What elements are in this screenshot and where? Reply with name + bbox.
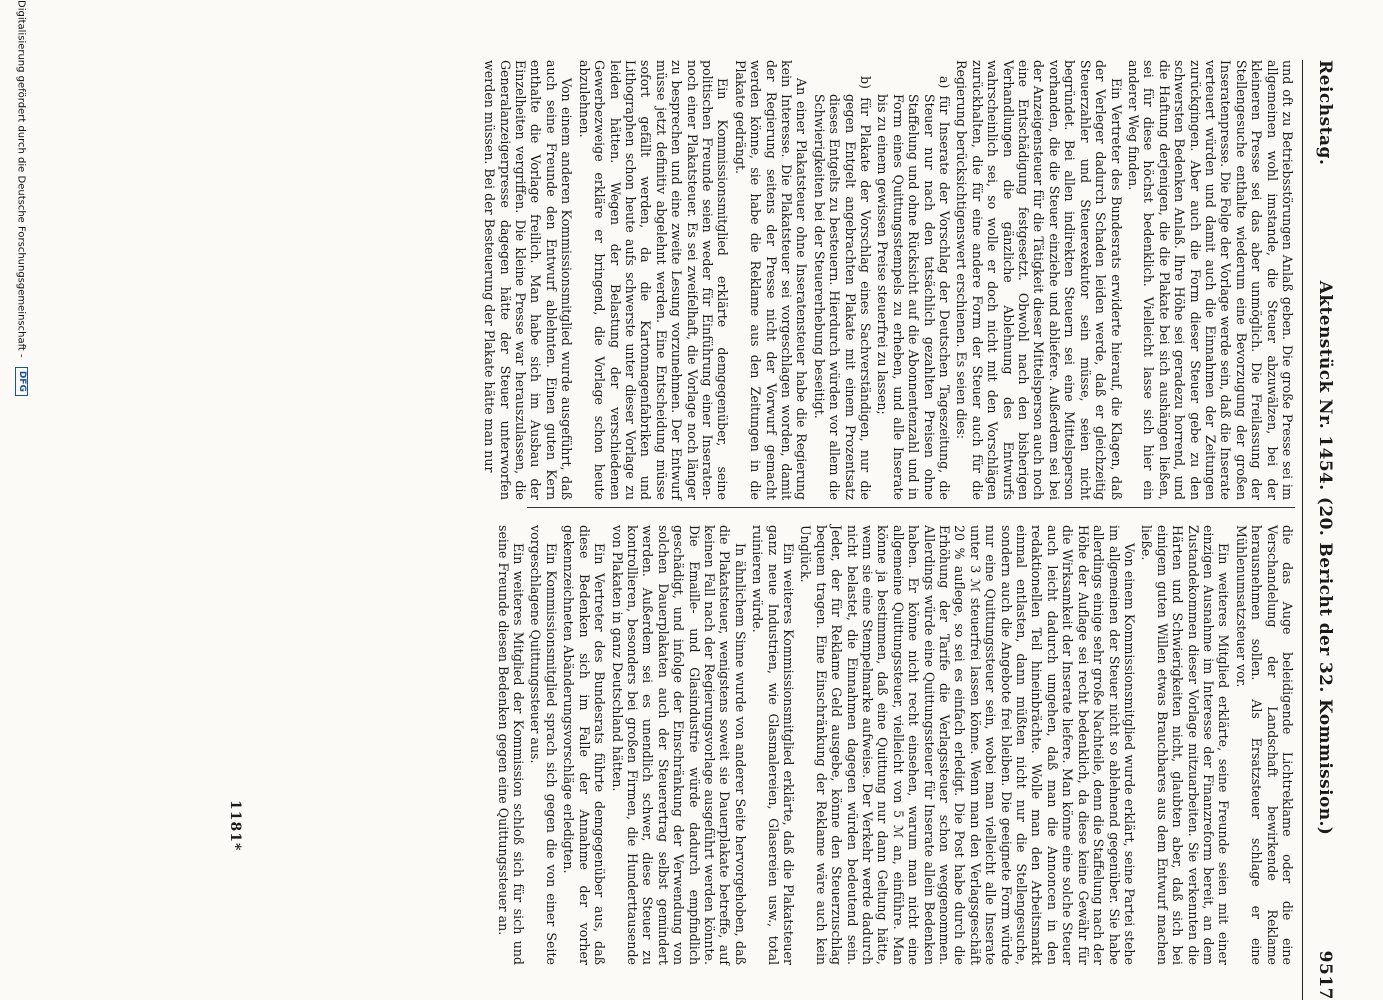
text-column-right [493,525,1295,965]
dfg-logo-icon: DFG [15,367,28,396]
running-header [1305,60,1335,1000]
paragraph: Ein Kommissionsmitglied erklärte demgegenüber, seine politischen Freunde seien weder für Einführung einer Inseraten- noch einer Plakatsteuer. Es sei zweifelhaft, die Vorlage noch länger zu besprechen und eine zweite Lesung vorzunehmen. Der Entwurf müsse jetzt definitiv abgelehnt werden. Eine Entscheidung müsse sofort gefällt werden, da die Kartonnagenfabriken und Lithographen schon heute aufs schwerste unter dieser Vorlage zu leiden hätten. Wegen der Belastung der verschiedenen Gewerbezweige erkläre er bringend, die Vorlage schon heute abzulehnen. [576,60,731,500]
paragraph: An einer Plakatsteuer ohne Inseratensteuer habe die Regierung kein Interesse. Die Plakatsteuer sei vorgeschlagen worden, damit der Regierung seitens der Presse nicht der Vorwurf gemacht werden könne, sie habe die Reklame aus den Zeitungen in die Plakate gedrängt. [732,60,810,500]
column-divider [527,507,1295,508]
list-item: b) für Plakate der Vorschlag eines Sachverständigen, nur die gegen Entgelt angebrachten Plakate mit einem Prozentsatz dieses Entgelts zu besteuern. Hierdurch würden vor allem die Schwierigkeiten bei der Steuererhebung beseitigt. [811,76,874,500]
paragraph: Von einem anderen Kommissionsmitglied wurde ausgeführt, daß auch seine Freunde den Entwurf ablehnten. Einen guten Kern enthalte die Vorlage freilich. Man habe sich im Ausbau der Einzelheiten vergriffen. Die kleine Presse war herauszulassen, die Generalanzeigerpresse dagegen hätte der Steuer unterworfen werden müssen. Bei der Besteuerung der Plakate hätte man nur [482,60,575,500]
paragraph: Ein weiteres Mitglied der Kommission schloß sich für sich und seine Freunde diesen Bedenken gegen eine Quittungssteuer an. [495,525,527,965]
paragraph: die das Auge beleidigende Lichtreklame oder die eine Verschandelung der Landschaft bewirkende Reklame herausnehmen sollen. Als Ersatzsteuer schlage er eine Mühlenumsatzsteuer vor. [1233,525,1295,965]
credit-text: Digitalisierung gefördert durch die Deutsche Forschungsgemeinschaft - [15,0,27,358]
paragraph: Ein weiteres Kommissionsmitglied erklärte, daß die Plakatsteuer ganz neue Industrien, wie Glasmalereien, Glasereien usw., total ruinieren würde. [750,525,796,965]
text-column-left [480,60,1295,500]
header-left: Reichstag. [1315,60,1335,166]
header-center: Aktenstück Nr. 1454. (20. Bericht der 32. Kommission.) [1315,280,1335,836]
paragraph: Ein weiteres Mitglied erklärte, seine Freunde seien mit einer einzigen Ausnahme im Interesse der Finanzreform bereit, an dem Zustandekommen dieser Vorlage mitzuarbeiten. Sie verkennten die Härten und Schwierigkeiten nicht, glaubten aber, daß sich bei einigem guten Willen etwas Brauchbares aus dem Entwurf machen ließe. [1139,525,1232,965]
page-number: 9517 [1315,950,1335,1000]
header-rule [1302,60,1303,1000]
paragraph: In ähnlichem Sinne wurde von anderer Seite hervorgehoben, daß die Plakatsteuer, wenigstens soweit sie Dauerplakate betreffe, auf keinen Fall nach der Regierungsvorlage ausgeführt werden könnte. Die Emaille- und Glasindustrie würde dadurch empfindlich geschädigt, und infolge der Einschränkung der Verwendung von solchen Dauerplakaten auch der Steuerertrag selbst gemindert werden. Außerdem sei es unendlich schwer, diese Steuer zu kontrollieren, besonders bei großen Firmen, die Hunderttausende von Plakaten in ganz Deutschland hätten. [609,525,748,965]
paragraph: Ein Vertreter des Bundesrats führte demgegenüber aus, daß diese Bedenken sich im Falle der Annahme der vorher gekennzeichneten Abänderungsvorschläge erledigten. [561,525,608,965]
paragraph: Ein Vertreter des Bundesrats erwiderte hierauf, die Klagen, daß der Verleger dadurch Schaden leiden werde, daß er gleichzeitig Steuerzahler und Steuerexekutor sein müsse, seien nicht begründet. Bei allen indirekten Steuern sei eine Mittelsperson vorhanden, die die Steuer einziehe und abliefere. Außerdem sei bei der Anzeigensteuer für die Tätigkeit dieser Mittelsperson auch noch eine Entschädigung festgesetzt. Obwohl nach den bisherigen Verhandlungen die gänzliche Ablehnung des Entwurfs wahrscheinlich sei, so wolle er doch nicht mit den Vorschlägen zurückhalten, die für eine andere Form der Steuer auch für die Regierung berücksichtigenswert erschienen. Es seien dies: [954,60,1124,500]
paragraph: und oft zu Betriebsstörungen Anlaß geben. Die große Presse sei im allgemeinen wohl imstande, die Steuer abzuwälzen, bei der kleineren Presse sei das aber unmöglich. Die Freilassung der Stellengesuche enthalte wiederum eine Bevorzugung der großen Inseratenpresse. Die Folge der Vorlage werde sein, daß die Inserate verteuert würden und damit auch die Einnahmen der Zeitungen zurückgingen. Aber auch die Form dieser Steuer gebe zu den schwersten Bedenken Anlaß. Ihre Höhe sei geradezu horrend, und die Haftung derjenigen, die die Plakate bei sich aushängen ließen, sei für diese höchst bedenklich. Vielleicht lasse sich hier ein anderer Weg finden. [1125,60,1295,500]
digitization-credit [15,0,28,1000]
paragraph: Von einem Kommissionsmitglied wurde erklärt, seine Partei stehe im allgemeinen der Steuer nicht so ablehnend gegenüber. Sie habe allerdings einige sehr große Nachteile, denn die Staffelung nach der Höhe der Auflage sei recht bedenklich, da diese keine Gewähr für die Wirksamkeit der Inserate liefere. Man könne eine solche Steuer auch leicht dadurch umgehen, daß man die Annoncen in den redaktionellen Teil hineinbrächte. Wolle man den Arbeitsmarkt einmal entlasten, dann müßten nicht nur die Stellengesuche, sondern auch die Angebote frei bleiben. Die geeignete Form würde nur eine Quittungssteuer sein, wobei man vielleicht alle Inserate unter 3 ℳ steuerfrei lassen könne. Wenn man den Verlagsgeschäft 20 % auflege, so sei es einfach erledigt. Die Post habe durch die Erhöhung der Tarife die Verlagssteuer schon weggenommen. Allerdings würde eine Quittungssteuer für Inserate allein Bedenken haben. Er könne nicht recht einsehen, warum man nicht eine allgemeine Quittungssteuer, vielleicht von 5 ℳ an, einführe. Man könne ja bestimmen, daß eine Quittung nur dann Geltung hätte, wenn sie eine Stempelmarke aufweise. Der Verkehr werde dadurch nicht belastet, die Einnahmen dagegen würden bedeutend sein. Jeder, der für Reklame Geld ausgebe, könne den Steuerzuschlag bequem tragen. Eine Einschränkung der Reklame wäre auch kein Unglück. [798,525,1137,965]
printer-signature: 1181* [227,800,243,852]
list-item: a) für Inserate der Vorschlag der Deutschen Tageszeitung, die Steuer nur nach den tatsächlich gezahlten Preisen ohne Staffelung und ohne Rücksicht auf die Abonnentenzahl und in Form eines Quittungsstempels zu erheben, und alle Inserate bis zu einem gewissen Preise steuerfrei zu lassen; [875,76,953,500]
paragraph: Ein Kommissionsmitglied sprach sich gegen die von einer Seite vorgeschlagene Quittungssteuer aus. [528,525,559,965]
